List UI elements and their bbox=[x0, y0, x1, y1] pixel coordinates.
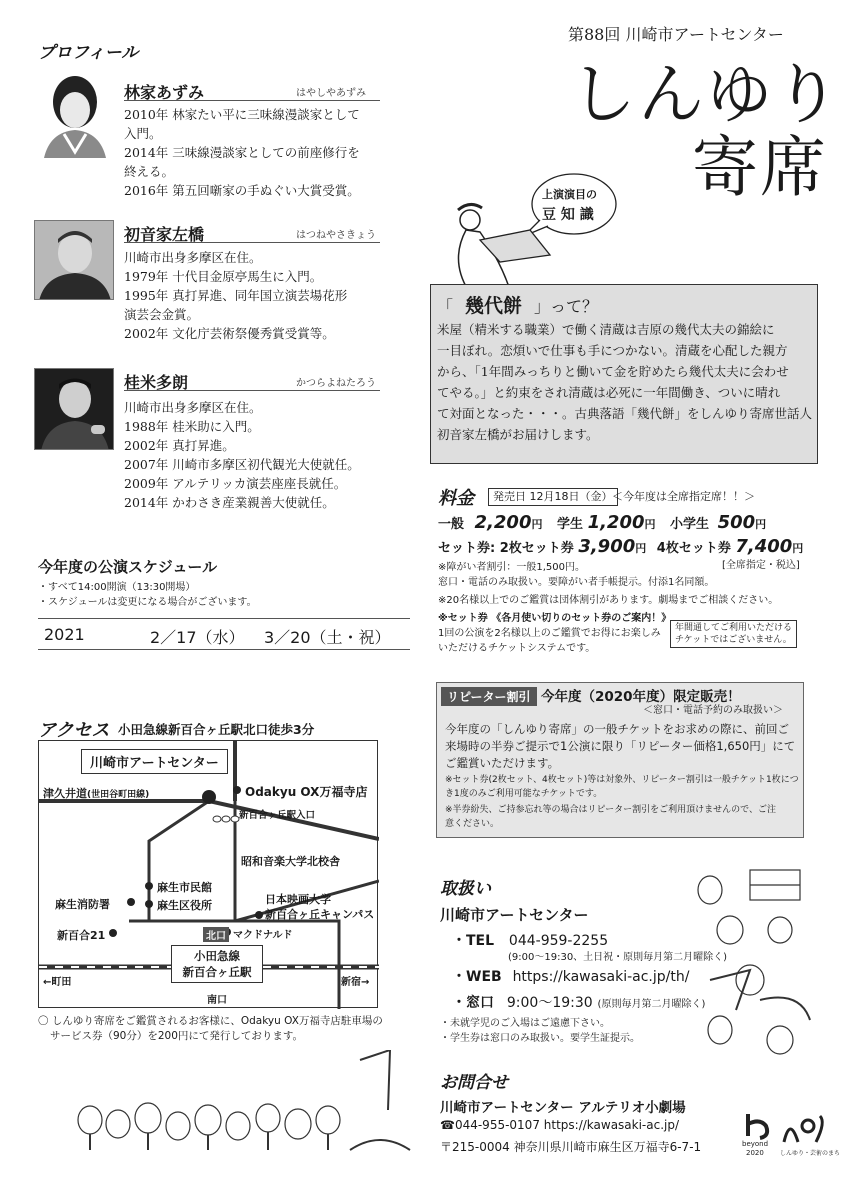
map-shinyuri21: 新百合21 bbox=[57, 929, 106, 942]
portrait-sakyo bbox=[34, 220, 114, 300]
person-name: 桂米多朗 bbox=[124, 373, 189, 392]
person-name: 林家あずみ bbox=[124, 83, 205, 102]
contact-tel-web: ☎044-955-0107 https://kawasaki-ac.jp/ bbox=[440, 1118, 680, 1132]
map-venue: 川崎市アートセンター bbox=[81, 749, 228, 774]
map-south-exit: 南口 bbox=[207, 995, 227, 1006]
person-bio: 川崎市出身多摩区在住。 1988年 桂米助に入門。 2002年 真打昇進。 2007年 川崎市多摩区初代観光大使就任。 2009年 アルテリッカ演芸座座長就任。 2014年 かわさき産業親善大使就任。 bbox=[124, 400, 360, 510]
trivia-title: 「 幾代餅 」って？ bbox=[437, 295, 599, 317]
contact-org: 川崎市アートセンター アルテリオ小劇場 bbox=[440, 1100, 686, 1116]
handling-heading: 取扱い bbox=[440, 879, 491, 899]
pricing-notes: ※障がい者割引：一般1,500円。 窓口・電話のみ取扱い。要障がい者手帳提示。付添1名同額。 ※20名様以上でのご鑑賞は団体割引があります。劇場までご相談ください。 ※セット券 《各月使い切りのセット券のご案内！》 1回の公演を2名様以上のご鑑賞でお得にお楽しみ いただけるチケットシステムです。 bbox=[438, 562, 779, 654]
schedule-row bbox=[38, 618, 410, 650]
general-price: 2,200 bbox=[474, 512, 532, 533]
repeater-box bbox=[436, 682, 804, 838]
title-yose: 寄席 bbox=[692, 129, 828, 206]
map-station-entrance: 新百合ヶ丘駅入口 bbox=[239, 810, 316, 821]
web-link[interactable]: https://kawasaki-ac.jp/th/ bbox=[512, 969, 690, 985]
set2-price: 3,900 bbox=[578, 536, 636, 557]
map-road: 津久井道(世田谷町田線) bbox=[43, 787, 150, 800]
pricing-heading: 料金 bbox=[438, 488, 474, 509]
festival-illustration bbox=[690, 860, 820, 1100]
shinyuri-arts-city-logo: しんゆり・芸術のまち bbox=[780, 1112, 830, 1160]
map-showa: 昭和音楽大学北校舎 bbox=[241, 855, 340, 868]
contact-address: 〒215-0004 神奈川県川崎市麻生区万福寺6-7-1 bbox=[440, 1140, 702, 1154]
person-kana: はつねやさきょう bbox=[296, 230, 376, 241]
portrait-yonetaro bbox=[34, 368, 114, 450]
access-map bbox=[38, 740, 378, 1008]
access-route: 小田急線新百合ヶ丘駅北口徒歩3分 bbox=[118, 722, 315, 737]
divider bbox=[124, 100, 380, 101]
map-mcdonalds: マクドナルド bbox=[233, 930, 293, 941]
rakugo-illustration bbox=[430, 200, 560, 295]
tax-note: [全席指定・税込] bbox=[722, 560, 800, 571]
seat-note: ＜今年度は全席指定席！！＞ bbox=[612, 490, 755, 503]
handling-counter: ・窓口 9:00〜19:30 (原則毎月第二月曜除く) bbox=[452, 995, 706, 1011]
map-odakyu-ox: Odakyu OX万福寺店 bbox=[245, 785, 368, 799]
schedule-heading: 今年度の公演スケジュール bbox=[38, 558, 218, 576]
map-to-machida: ←町田 bbox=[43, 977, 72, 988]
schedule-date-2: 3／20（土・祝） bbox=[264, 628, 391, 647]
parking-note: 〇 しんゆり寄席をご鑑賞されるお客様に、Odakyu OX万福寺店駐車場の サービス券（90分）を200円にて発行しております。 bbox=[38, 1015, 383, 1042]
map-station: 小田急線 新百合ヶ丘駅 bbox=[171, 945, 263, 983]
map-asao-office: 麻生区役所 bbox=[157, 899, 212, 912]
map-asao-hall: 麻生市民館 bbox=[157, 881, 212, 894]
event-subtitle: 第88回 川崎市アートセンター bbox=[568, 25, 784, 44]
person-bio: 2010年 林家たい平に三味線漫談家として 入門。 2014年 三味線漫談家としての前座修行を 終える。 2016年 第五回噺家の手ぬぐい大賞受賞。 bbox=[124, 107, 360, 198]
person-name: 初音家左橋 bbox=[124, 225, 205, 244]
person-kana: かつらよねたろう bbox=[296, 378, 376, 389]
tel-number: 044-959-2255 bbox=[508, 933, 609, 949]
schedule-date-1: 2／17（水） bbox=[150, 628, 245, 647]
portrait-azumi bbox=[34, 72, 116, 158]
handling-notes: ・未就学児のご入場はご遠慮下さい。 ・学生券は窓口のみ取扱い。要学生証提示。 bbox=[440, 1018, 640, 1044]
person-bio: 川崎市出身多摩区在住。 1979年 十代目金原亭馬生に入門。 1995年 真打昇進、同年国立演芸場花形 演芸会金賞。 2002年 文化庁芸術祭優秀賞受賞等。 bbox=[124, 250, 348, 341]
beyond-2020-logo: beyond 2020 bbox=[742, 1110, 778, 1160]
repeater-body: 今年度の「しんゆり寄席」の一般チケットをお求めの際に、前回ご 来場時の半券ご提示で1公演に限り「リピーター価格1,650円」にて ご鑑賞いただけます。 bbox=[445, 722, 796, 770]
price-row-1: 一般 2,200円 学生 1,200円 小学生 500円 bbox=[438, 512, 767, 533]
elementary-price: 500 bbox=[717, 512, 756, 533]
trivia-body: 米屋（精米する職業）で働く清蔵は吉原の幾代太夫の錦絵に 一目ぼれ。恋煩いで仕事も手につかない。清蔵を心配した親方 から、「1年間みっちりと働いて金を貯めたら幾代太夫に会わせ てやる。」と約束をされ清蔵は必死に一年間働き、ついに晴れ て対面となった・・・。古典落語「幾代餅」をしんゆり寄席世話人 初音家左橋がお届けします。 bbox=[437, 322, 813, 442]
map-north-exit: 北口 bbox=[203, 927, 229, 942]
contact-heading: お問合せ bbox=[440, 1073, 508, 1093]
schedule-year: 2021 bbox=[44, 625, 85, 644]
schedule-notes: ・すべて14:00開演（13:30開場） ・スケジュールは変更になる場合がございます。 bbox=[38, 582, 257, 608]
tel-hours: (9:00〜19:30、土日祝・原則毎月第二月曜除く) bbox=[508, 952, 728, 963]
parade-illustration bbox=[60, 1050, 420, 1170]
map-fire-station: 麻生消防署 bbox=[55, 898, 110, 911]
sale-date: 発売日 12月18日（金） bbox=[488, 488, 618, 506]
map-film-univ-2: 新百合ヶ丘キャンパス bbox=[265, 908, 375, 921]
trivia-box bbox=[430, 284, 818, 464]
student-price: 1,200 bbox=[587, 512, 645, 533]
repeater-notes: ※セット券(2枚セット、4枚セット)等は対象外、リピーター割引は一般チケット1枚につ き1度のみご利用可能なチケットです。 ※半券紛失、ご持参忘れ等の場合はリピーター割引をご利用頂けませんので、ご注 意ください。 bbox=[445, 775, 799, 829]
trivia-bubble: 上演演目の 豆 知 識 bbox=[520, 170, 620, 242]
set4-price: 7,400 bbox=[735, 536, 793, 557]
divider bbox=[124, 390, 380, 391]
handling-web: ・WEB https://kawasaki-ac.jp/th/ bbox=[452, 969, 690, 985]
person-kana: はやしやあずみ bbox=[296, 88, 366, 99]
access-heading: アクセス bbox=[38, 720, 110, 741]
handling-tel: ・TEL 044-959-2255 bbox=[452, 933, 609, 949]
repeater-headline: 今年度（2020年度）限定販売！ bbox=[541, 689, 741, 705]
divider bbox=[124, 242, 380, 243]
repeater-tag: リピーター割引 bbox=[441, 687, 537, 706]
profile-heading: プロフィール bbox=[38, 43, 139, 63]
map-to-shinjuku: 新宿→ bbox=[341, 977, 370, 988]
repeater-channel: ＜窓口・電話予約のみ取扱い＞ bbox=[643, 705, 783, 716]
title-shinyuri: しんゆり bbox=[570, 56, 842, 133]
handling-org: 川崎市アートセンター bbox=[440, 906, 589, 924]
map-film-univ-1: 日本映画大学 bbox=[265, 893, 331, 906]
year-note: 年間通してご利用いただける チケットではございません。 bbox=[670, 620, 797, 648]
price-row-2: セット券: 2枚セット券 3,900円 4枚セット券 7,400円 bbox=[438, 536, 804, 557]
